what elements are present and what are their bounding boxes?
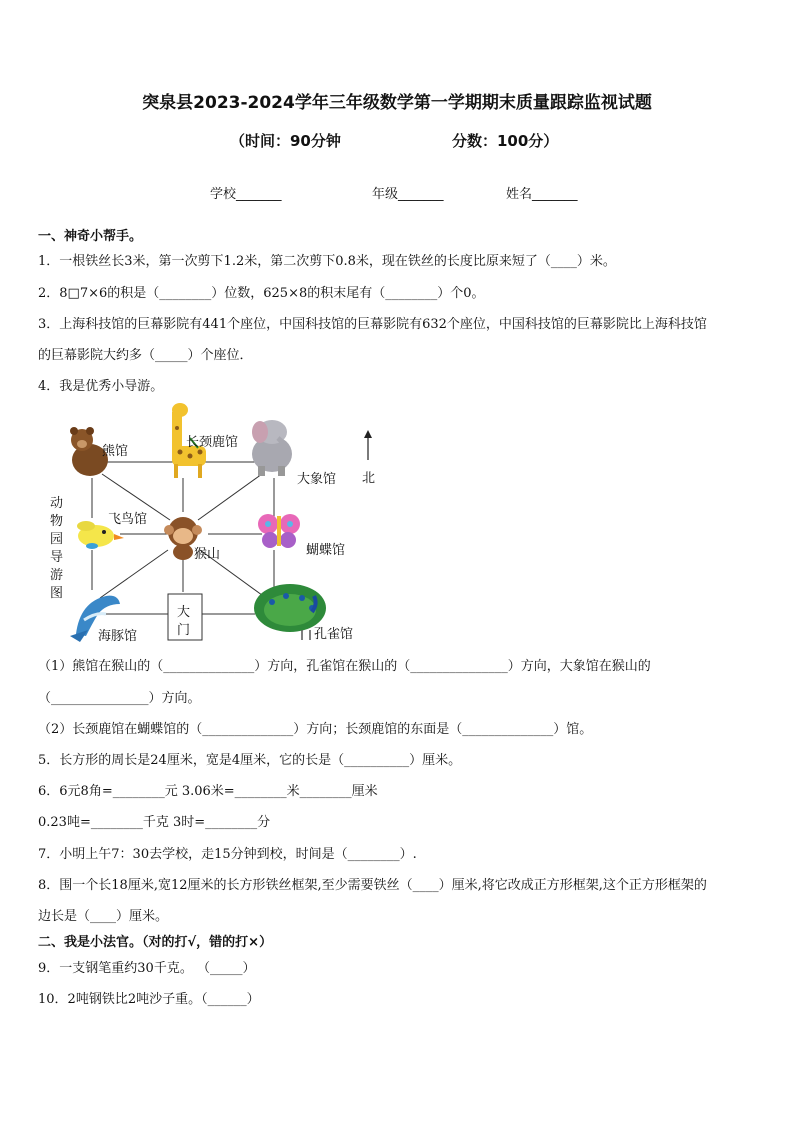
question-3-line-2: 的巨幕影院大约多（_____）个座位． (38, 348, 253, 363)
map-side-title-5: 游 (50, 568, 64, 583)
question-4-2: （2）长颈鹿馆在蝴蝶馆的（______________）方向；长颈鹿馆的东面是（______________）馆。 (38, 722, 593, 737)
map-label-bear: 熊馆 (102, 444, 129, 459)
map-label-bird: 飞鸟馆 (108, 512, 148, 527)
map-label-gate-bottom: 门 (177, 623, 191, 638)
map-side-title-3: 园 (50, 532, 64, 547)
map-label-giraffe: 长颈鹿馆 (186, 435, 239, 450)
page-title: 突泉县2023-2024学年三年级数学第一学期期末质量跟踪监视试题 (142, 93, 652, 113)
exam-time: （时间：90分钟 (230, 132, 341, 150)
question-6-line-2: 0.23吨=________千克 3时=________分 (38, 815, 271, 830)
question-4: 4．我是优秀小导游。 (38, 379, 164, 394)
question-10: 10．2吨钢铁比2吨沙子重。（______） (38, 992, 260, 1007)
butterfly-icon (258, 514, 300, 548)
question-2: 2．8□7×6的积是（________）位数，625×8的积末尾有（________）个0。 (38, 286, 485, 301)
name-field: 姓名_______ (506, 187, 578, 202)
map-label-butterfly: 蝴蝶馆 (306, 543, 346, 558)
question-1: 1．一根铁丝长3米，第一次剪下1.2米，第二次剪下0.8米，现在铁丝的长度比原来短了（____）米。 (38, 254, 616, 269)
section-1-heading: 一、神奇小帮手。 (38, 229, 143, 244)
map-label-peacock: 孔雀馆 (314, 627, 354, 642)
map-label-dolphin: 海豚馆 (98, 629, 138, 644)
map-label-monkey: 猴山 (194, 547, 221, 562)
north-arrow-icon (364, 430, 372, 460)
school-field: 学校_______ (210, 187, 282, 202)
exam-score: 分数：100分） (452, 132, 559, 150)
grade-field: 年级_______ (372, 187, 444, 202)
section-2-heading: 二、我是小法官。（对的打√，错的打×） (38, 935, 273, 950)
map-label-gate-top: 大 (177, 605, 191, 620)
map-side-title-2: 物 (50, 514, 64, 529)
map-side-title-1: 动 (50, 496, 64, 511)
question-3-line-1: 3．上海科技馆的巨幕影院有441个座位，中国科技馆的巨幕影院有632个座位，中国科技馆的巨幕影院比上海科技馆 (38, 317, 707, 332)
question-7: 7．小明上午7：30去学校，走15分钟到校，时间是（________）. (38, 847, 417, 862)
question-5: 5．长方形的周长是24厘米，宽是4厘米，它的长是（__________）厘米。 (38, 753, 462, 768)
question-6-line-1: 6．6元8角=________元 3.06米=________米________厘米 (38, 784, 378, 799)
question-9: 9．一支钢笔重约30千克。 （_____） (38, 961, 256, 976)
question-4-1-line-2: （_______________）方向。 (38, 691, 201, 706)
question-4-1-line-1: （1）熊馆在猴山的（______________）方向，孔雀馆在猴山的（_______________）方向，大象馆在猴山的 (38, 659, 651, 674)
elephant-icon (252, 420, 292, 476)
map-side-title-4: 导 (50, 550, 64, 565)
map-label-north: 北 (362, 471, 376, 486)
question-8-line-2: 边长是（____）厘米。 (38, 909, 169, 924)
map-label-elephant: 大象馆 (297, 472, 337, 487)
question-8-line-1: 8．围一个长18厘米,宽12厘米的长方形铁丝框架,至少需要铁丝（____）厘米,将它改成正方形框架,这个正方形框架的 (38, 878, 707, 893)
map-side-title-6: 图 (50, 586, 64, 601)
